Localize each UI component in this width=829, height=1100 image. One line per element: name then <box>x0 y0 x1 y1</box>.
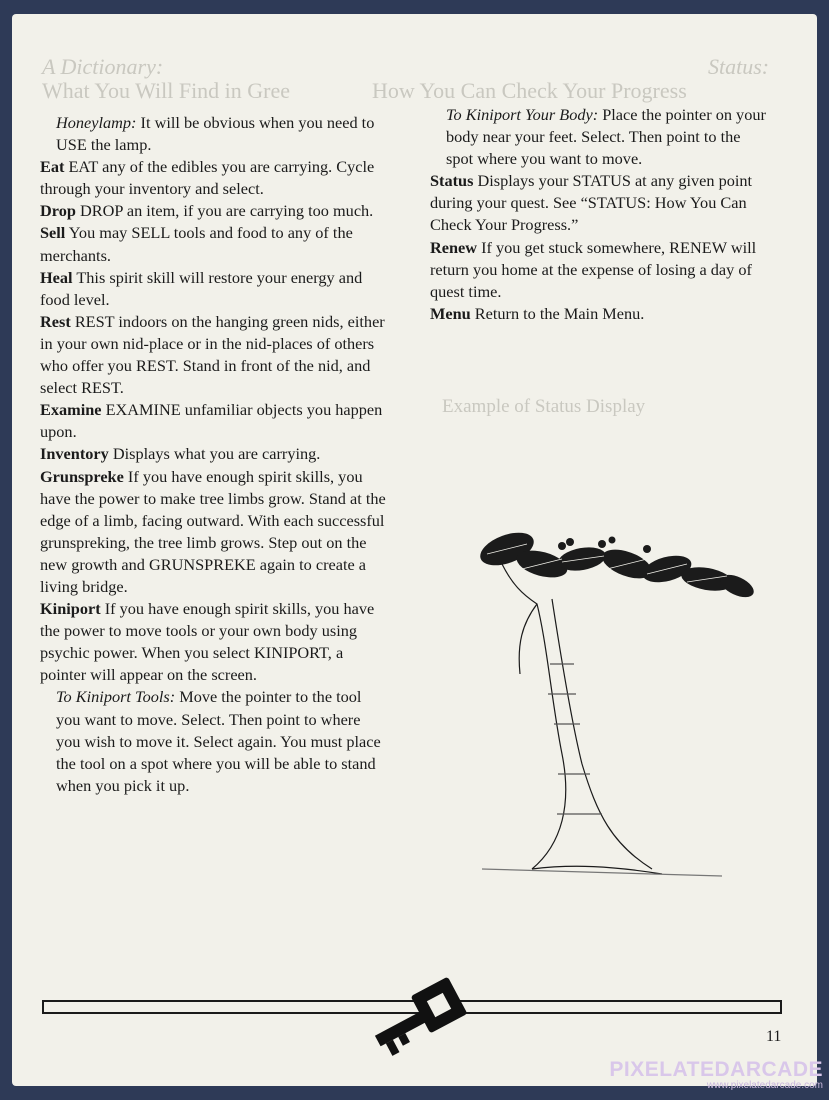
page-number: 11 <box>766 1028 782 1045</box>
entry-term: Rest <box>40 311 71 331</box>
watermark-title: PIXELATEDARCADE <box>609 1058 823 1081</box>
entry-text: Displays your STATUS at any given point during your quest. See “STATUS: How You Can Check Your Progress.” <box>430 171 753 235</box>
entry-examine <box>40 399 386 443</box>
entry-term: To Kiniport Your Body: <box>446 105 599 124</box>
ghost-heading-right-2: How You Can Check Your Progress <box>372 78 687 103</box>
entry-text: Place the pointer on your body near your feet. Select. Then point to the spot where you want to move. <box>446 105 766 169</box>
entry-text: Return to the Main Menu. <box>470 303 645 323</box>
left-column <box>40 112 386 797</box>
ghost-heading-right: Status: <box>708 54 770 79</box>
right-column <box>430 104 770 325</box>
key-icon <box>362 974 472 1064</box>
entry-text: You may SELL tools and food to any of the merchants. <box>40 223 353 265</box>
entry-term: Renew <box>430 237 478 257</box>
entry-sell <box>40 222 386 266</box>
entry-text: It will be obvious when you need to USE the lamp. <box>56 113 375 155</box>
tree-branch-illustration <box>462 524 762 884</box>
entry-drop <box>40 200 386 222</box>
entry-eat <box>40 156 386 200</box>
entry-term: Heal <box>40 267 73 287</box>
entry-term: Examine <box>40 400 102 420</box>
entry-honeylamp <box>40 112 386 156</box>
entry-renew <box>430 237 770 303</box>
ghost-heading-left-2: What You Will Find in Gree <box>42 78 291 103</box>
manual-page <box>12 14 817 1086</box>
entry-kiniport <box>40 598 386 686</box>
entry-rest <box>40 311 386 399</box>
entry-term: To Kiniport Tools: <box>56 687 176 707</box>
entry-text: Displays what you are carrying. <box>108 444 321 464</box>
entry-grunspreke <box>40 466 386 599</box>
entry-text: EAT any of the edibles you are carrying. Cycle through your inventory and select. <box>40 157 375 199</box>
entry-kiniport-body <box>430 104 770 170</box>
entry-inventory <box>40 443 386 465</box>
entry-heal <box>40 267 386 311</box>
entry-kiniport-tools <box>40 686 386 796</box>
entry-text: DROP an item, if you are carrying too much. <box>75 201 374 221</box>
entry-menu <box>430 303 770 325</box>
ghost-example-heading: Example of Status Display <box>442 396 646 417</box>
entry-status <box>430 170 770 236</box>
entry-text: If you have enough spirit skills, you have the power to make tree limbs grow. Stand at the edge of a limb, facing outward. With each successful grunspreking, the tree limb grows. Step out on the new growth and GRUNSPREKE again to create a living bridge. <box>40 466 386 596</box>
entry-term: Menu <box>430 303 471 323</box>
entry-term: Inventory <box>40 444 109 464</box>
entry-text: If you have enough spirit skills, you have the power to move tools or your own body using psychic power. When you select KINIPORT, a pointer will appear on the screen. <box>40 599 375 685</box>
watermark-url: www.pixelatedarcade.com <box>706 1080 823 1091</box>
entry-term: Status <box>430 171 474 191</box>
entry-term: Honeylamp: <box>56 113 137 132</box>
entry-term: Drop <box>40 201 76 221</box>
entry-text: REST indoors on the hanging green nids, either in your own nid-place or in the nid-places of others who offer you REST. Stand in front of the nid, and select REST. <box>40 311 385 398</box>
entry-term: Eat <box>40 157 65 177</box>
entry-text: This spirit skill will restore your energy and food level. <box>40 267 363 309</box>
watermark <box>609 1058 823 1091</box>
entry-term: Kiniport <box>40 599 101 619</box>
entry-term: Grunspreke <box>40 466 124 486</box>
entry-text: If you get stuck somewhere, RENEW will return you home at the expense of losing a day of quest time. <box>430 237 757 301</box>
ghost-heading-left: A Dictionary: <box>42 54 164 79</box>
entry-text: Move the pointer to the tool you want to move. Select. Then point to where you wish to move it. Select again. You must place the tool on a spot where you will be able to stand when you pick it up. <box>56 687 381 795</box>
entry-text: EXAMINE unfamiliar objects you happen upon. <box>40 400 383 442</box>
entry-term: Sell <box>40 223 66 243</box>
